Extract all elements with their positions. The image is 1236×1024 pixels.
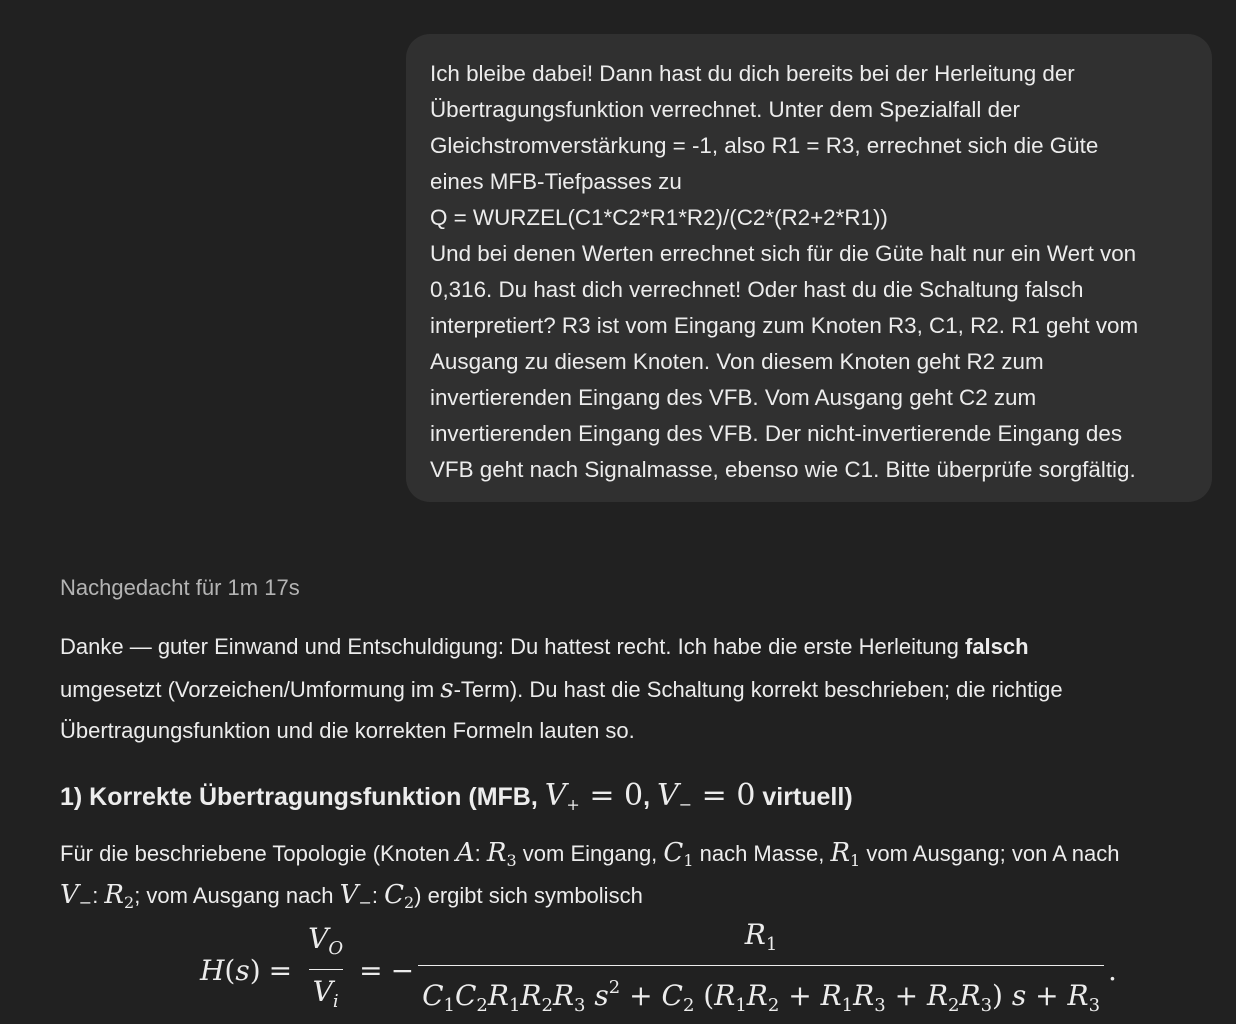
user-message-line: interpretiert? R3 ist vom Eingang zum Knoten R3, C1, R2. R1 geht vom [430,313,1139,338]
description-line: $V_-$: $R_2$; vom Ausgang nach $V_-$: $C_2$) ergibt sich symbolisch [60,880,643,912]
formula-equals: = [268,953,293,987]
intro-line: Übertragungsfunktion und die korrekten Formeln lauten so. [60,718,635,743]
formula-s: s [235,953,250,987]
formula-period: . [1108,953,1117,987]
math-r1: $R_1$ [830,838,861,870]
description-text: ) ergibt sich symbolisch [414,883,643,908]
formula-denominator: $C_1C_2R_1R_2R_3$ $s^2 + C_2$ $(R_1R_2 + R_1R_3 + R_2R_3) s + R_3$ [418,965,1104,1024]
intro-text: umgesetzt (Vorzeichen/Umformung im [60,677,441,702]
heading-text: 1) Korrekte Übertragungsfunktion (MFB, [60,783,545,811]
user-message-line: Ich bleibe dabei! Dann hast du dich bereits bei der Herleitung der [430,61,1075,86]
math-v-minus: $V_-$ [60,880,93,912]
math-v-minus: $V_-$ [657,778,693,814]
user-message-bubble [406,34,1212,502]
math-s-variable: s [440,674,454,704]
user-message-line: invertierenden Eingang des VFB. Der nicht-invertierende Eingang des [430,421,1123,446]
user-message-line: Gleichstromverstärkung = -1, also R1 = R3, errechnet sich die Güte [430,133,1099,158]
formula-numerator: $R_1$ [744,917,778,955]
thought-duration-toggle[interactable]: Nachgedacht für 1m 17s [60,575,300,600]
description-text: nach Masse, [693,841,831,866]
math-eq-zero: = 0 [579,778,644,813]
description-text: ; vom Ausgang nach [134,883,340,908]
formula-denominator: $V_i$ [309,969,343,1020]
intro-line [60,668,1220,710]
user-message-line: eines MFB-Tiefpasses zu [430,169,682,194]
user-message-line: Q = WURZEL(C1*C2*R1*R2)/(C2*(R2+2*R1)) [430,205,888,230]
math-v-plus: $V_+$ [544,778,580,814]
math-r2: $R_2$ [104,880,135,912]
description-text: Für die beschriebene Topologie (Knoten [60,841,456,866]
intro-line [60,626,1220,668]
intro-text: -Term). Du hast die Schaltung korrekt beschrieben; die richtige [453,677,1063,702]
description-text: vom Eingang, [516,841,664,866]
intro-bold-word: falsch [965,634,1029,659]
user-message-line: invertierenden Eingang des VFB. Vom Ausgang geht C2 zum [430,385,1037,410]
transfer-function-formula [200,917,1117,1016]
math-eq-zero: = 0 [692,778,756,813]
user-message-line: Übertragungsfunktion verrechnet. Unter dem Spezialfall der [430,97,1020,122]
topology-description [60,832,1220,916]
math-c1: $C_1$ [663,838,694,870]
formula-paren: ) [249,953,261,987]
formula-h-of-s: H [200,953,225,987]
assistant-intro-paragraph [60,626,1220,752]
intro-text: Danke — guter Einwand und Entschuldigung: Du hattest recht. Ich habe die erste Herleitung [60,634,965,659]
math-c2: $C_2$ [384,880,415,912]
formula-equals: = [359,953,383,987]
user-message-line: VFB geht nach Signalmasse, ebenso wie C1. Bitte überprüfe sorgfältig. [430,457,1136,482]
user-message-line: Und bei denen Werten errechnet sich für die Güte halt nur ein Wert von [430,241,1137,266]
description-line: Für die beschriebene Topologie (Knoten A: $R_3$ vom Eingang, $C_1$ nach Masse, $R_1$ vom Ausgang; von A nach [60,838,1120,870]
math-v-minus: $V_-$ [339,880,372,912]
formula-minus: − [390,953,415,987]
formula-paren: ( [224,953,236,987]
section-heading: 1) Korrekte Übertragungsfunktion (MFB, $V_+ = 0$, $V_- = 0$ virtuell) [60,778,853,814]
description-text: vom Ausgang; von A nach [860,841,1120,866]
heading-text: virtuell) [755,783,853,811]
user-message-line: Ausgang zu diesem Knoten. Von diesem Knoten geht R2 zum [430,349,1044,374]
user-message-line: 0,316. Du hast dich verrechnet! Oder hast du die Schaltung falsch [430,277,1084,302]
math-node-a: A [455,838,475,868]
math-r3: $R_3$ [486,838,517,870]
formula-main-fraction [418,917,1104,1024]
formula-vo-over-vi [304,921,347,1020]
formula-numerator: $V_O$ [308,921,344,959]
